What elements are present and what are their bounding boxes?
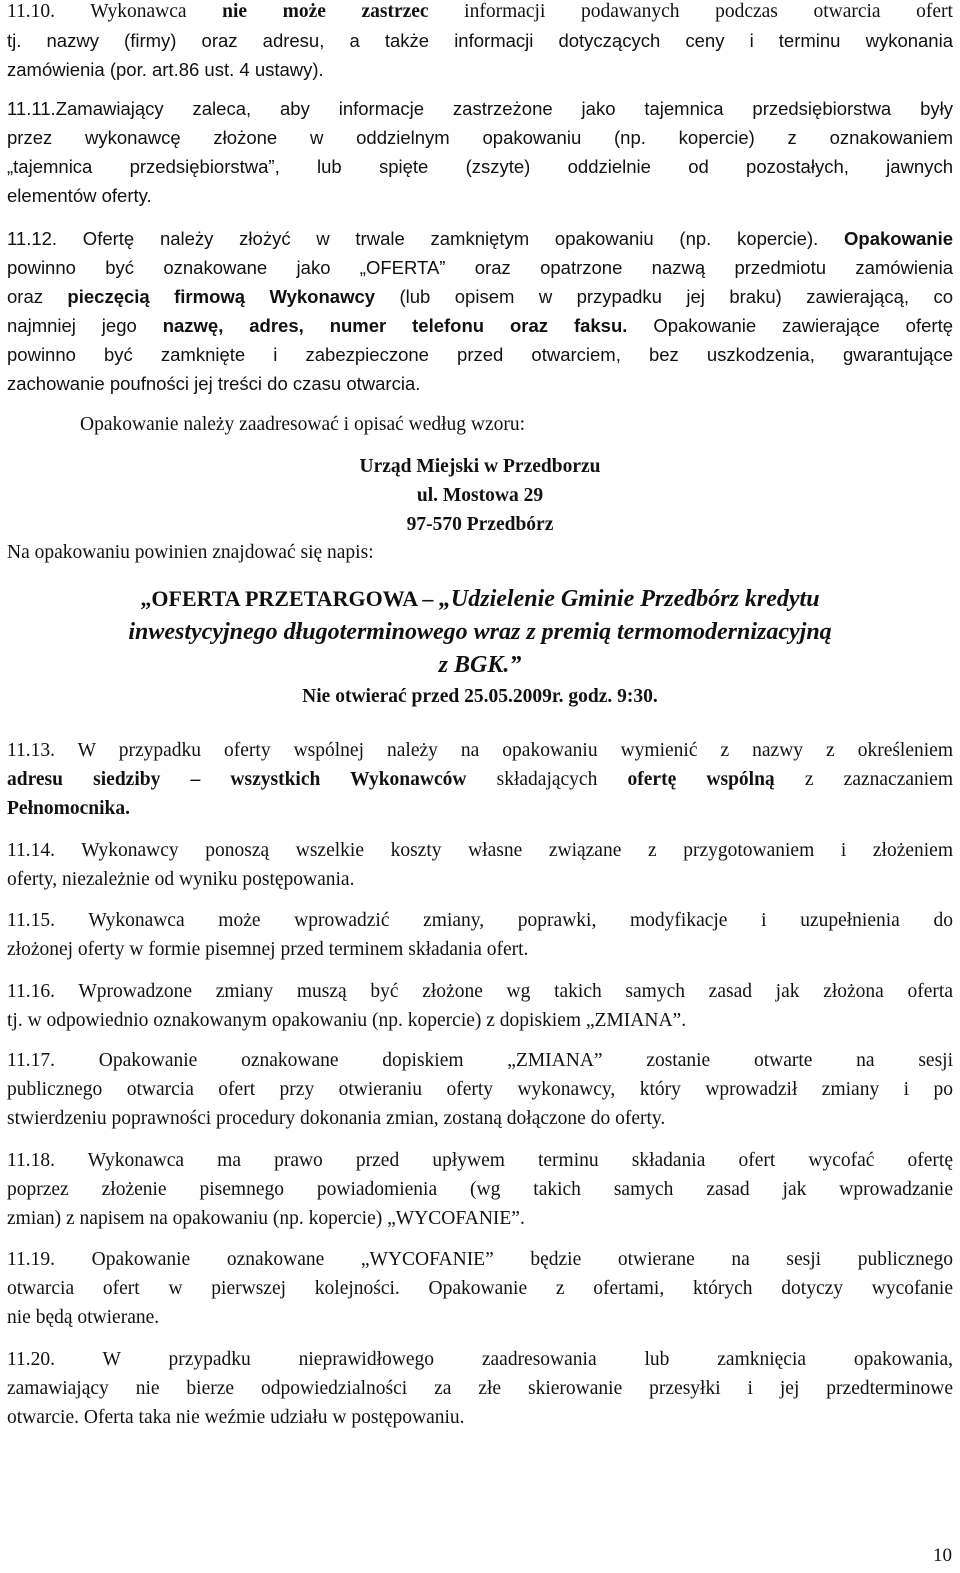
text-line: 11.14. Wykonawcy ponoszą wszelkie koszty własne związane z przygotowaniem i złożeniem [7, 840, 953, 861]
address-line: 97-570 Przedbórz [406, 514, 554, 535]
paragraph-11-16 [7, 977, 953, 1035]
paragraph-11-11 [7, 94, 953, 210]
text-line: 11.20. W przypadku nieprawidłowego zaadresowania lub zamknięcia opakowania, [7, 1349, 953, 1370]
text-line: najmniej jego nazwę, adres, numer telefonu oraz faksu. Opakowanie zawierające ofertę [7, 315, 953, 336]
paragraph-11-17 [7, 1046, 953, 1133]
label-line: z BGK.” [438, 652, 522, 678]
text-line: zmian) z napisem na opakowaniu (np. kopercie) „WYCOFANIE”. [7, 1208, 525, 1229]
label-line: „OFERTA PRZETARGOWA – „Udzielenie Gminie Przedbórz kredytu [140, 586, 820, 612]
label-line: inwestycyjnego długoterminowego wraz z premią termomodernizacyjną [128, 619, 832, 645]
text-line: tj. nazwy (firmy) oraz adresu, a także informacji dotyczących ceny i terminu wykonania [7, 30, 953, 51]
text-line: elementów oferty. [7, 185, 152, 206]
paragraph-11-18 [7, 1146, 953, 1233]
paragraph-11-20 [7, 1345, 953, 1432]
paragraph-11-13 [7, 736, 953, 823]
text-line: Pełnomocnika. [7, 798, 130, 819]
text-line: otwarcia ofert w pierwszej kolejności. Opakowanie z ofertami, których dotyczy wycofanie [7, 1278, 953, 1299]
address-intro: Opakowanie należy zaadresować i opisać według wzoru: [80, 414, 526, 435]
text-line: 11.16. Wprowadzone zmiany muszą być złożone wg takich samych zasad jak złożona oferta [7, 981, 953, 1002]
paragraph-11-15 [7, 906, 953, 964]
text-line: otwarcie. Oferta taka nie weźmie udziału w postępowaniu. [7, 1407, 465, 1428]
label-intro: Na opakowaniu powinien znajdować się napis: [7, 542, 374, 563]
text-line: powinno być zamknięte i zabezpieczone przed otwarciem, bez uszkodzenia, gwarantujące [7, 344, 953, 365]
text-line: oferty, niezależnie od wyniku postępowania. [7, 869, 355, 890]
text-line: powinno być oznakowane jako „OFERTA” oraz opatrzone nazwą przedmiotu zamówienia [7, 257, 953, 278]
address-line: Urząd Miejski w Przedborzu [359, 456, 601, 477]
paragraph-11-14 [7, 836, 953, 894]
text-line: nie będą otwierane. [7, 1307, 160, 1328]
text-line: 11.13. W przypadku oferty wspólnej należy na opakowaniu wymienić z nazwy z określeniem [7, 740, 953, 761]
text-line: publicznego otwarcia ofert przy otwieraniu oferty wykonawcy, który wprowadził zmiany i po [7, 1079, 953, 1100]
paragraph-11-19 [7, 1245, 953, 1332]
text-line: tj. w odpowiednio oznakowanym opakowaniu (np. kopercie) z dopiskiem „ZMIANA”. [7, 1010, 687, 1031]
text-line: adresu siedziby – wszystkich Wykonawców składających ofertę wspólną z zaznaczaniem [7, 769, 953, 790]
paragraph-11-12 [7, 224, 953, 398]
text-line: 11.15. Wykonawca może wprowadzić zmiany, poprawki, modyfikacje i uzupełnienia do [7, 910, 953, 931]
text-line: 11.19. Opakowanie oznakowane „WYCOFANIE” będzie otwierane na sesji publicznego [7, 1249, 953, 1270]
label-line: Nie otwierać przed 25.05.2009r. godz. 9:30. [302, 686, 658, 707]
text-line: zamówienia (por. art.86 ust. 4 ustawy). [7, 59, 324, 80]
text-line: złożonej oferty w formie pisemnej przed terminem składania ofert. [7, 939, 529, 960]
text-line: poprzez złożenie pisemnego powiadomienia (wg takich samych zasad jak wprowadzanie [7, 1179, 953, 1200]
page-number: 10 [933, 1545, 952, 1566]
text-line: 11.17. Opakowanie oznakowane dopiskiem „ZMIANA” zostanie otwarte na sesji [7, 1050, 953, 1071]
text-line: 11.12. Ofertę należy złożyć w trwale zamkniętym opakowaniu (np. kopercie). Opakowanie [7, 228, 953, 249]
paragraph-11-10 [7, 0, 953, 84]
text-line: zamawiający nie bierze odpowiedzialności za złe skierowanie przesyłki i jej przedterminowe [7, 1378, 953, 1399]
address-line: ul. Mostowa 29 [416, 485, 544, 506]
text-line: zachowanie poufności jej treści do czasu otwarcia. [7, 373, 421, 394]
text-line: 11.11.Zamawiający zaleca, aby informacje zastrzeżone jako tajemnica przedsiębiorstwa były [7, 98, 953, 119]
text-line: oraz pieczęcią firmową Wykonawcy (lub opisem w przypadku jej braku) zawierającą, co [7, 286, 953, 307]
text-line: 11.18. Wykonawca ma prawo przed upływem terminu składania ofert wycofać ofertę [7, 1150, 953, 1171]
text-line: przez wykonawcę złożone w oddzielnym opakowaniu (np. kopercie) z oznakowaniem [7, 127, 953, 148]
envelope-label [0, 582, 960, 712]
text-line: „tajemnica przedsiębiorstwa”, lub spięte (zszyte) oddzielnie od pozostałych, jawnych [7, 156, 953, 177]
address-block [0, 452, 960, 539]
text-line: 11.10. Wykonawca nie może zastrzec informacji podawanych podczas otwarcia ofert [7, 1, 953, 22]
text-line: stwierdzeniu poprawności procedury dokonania zmian, zostaną dołączone do oferty. [7, 1108, 666, 1129]
